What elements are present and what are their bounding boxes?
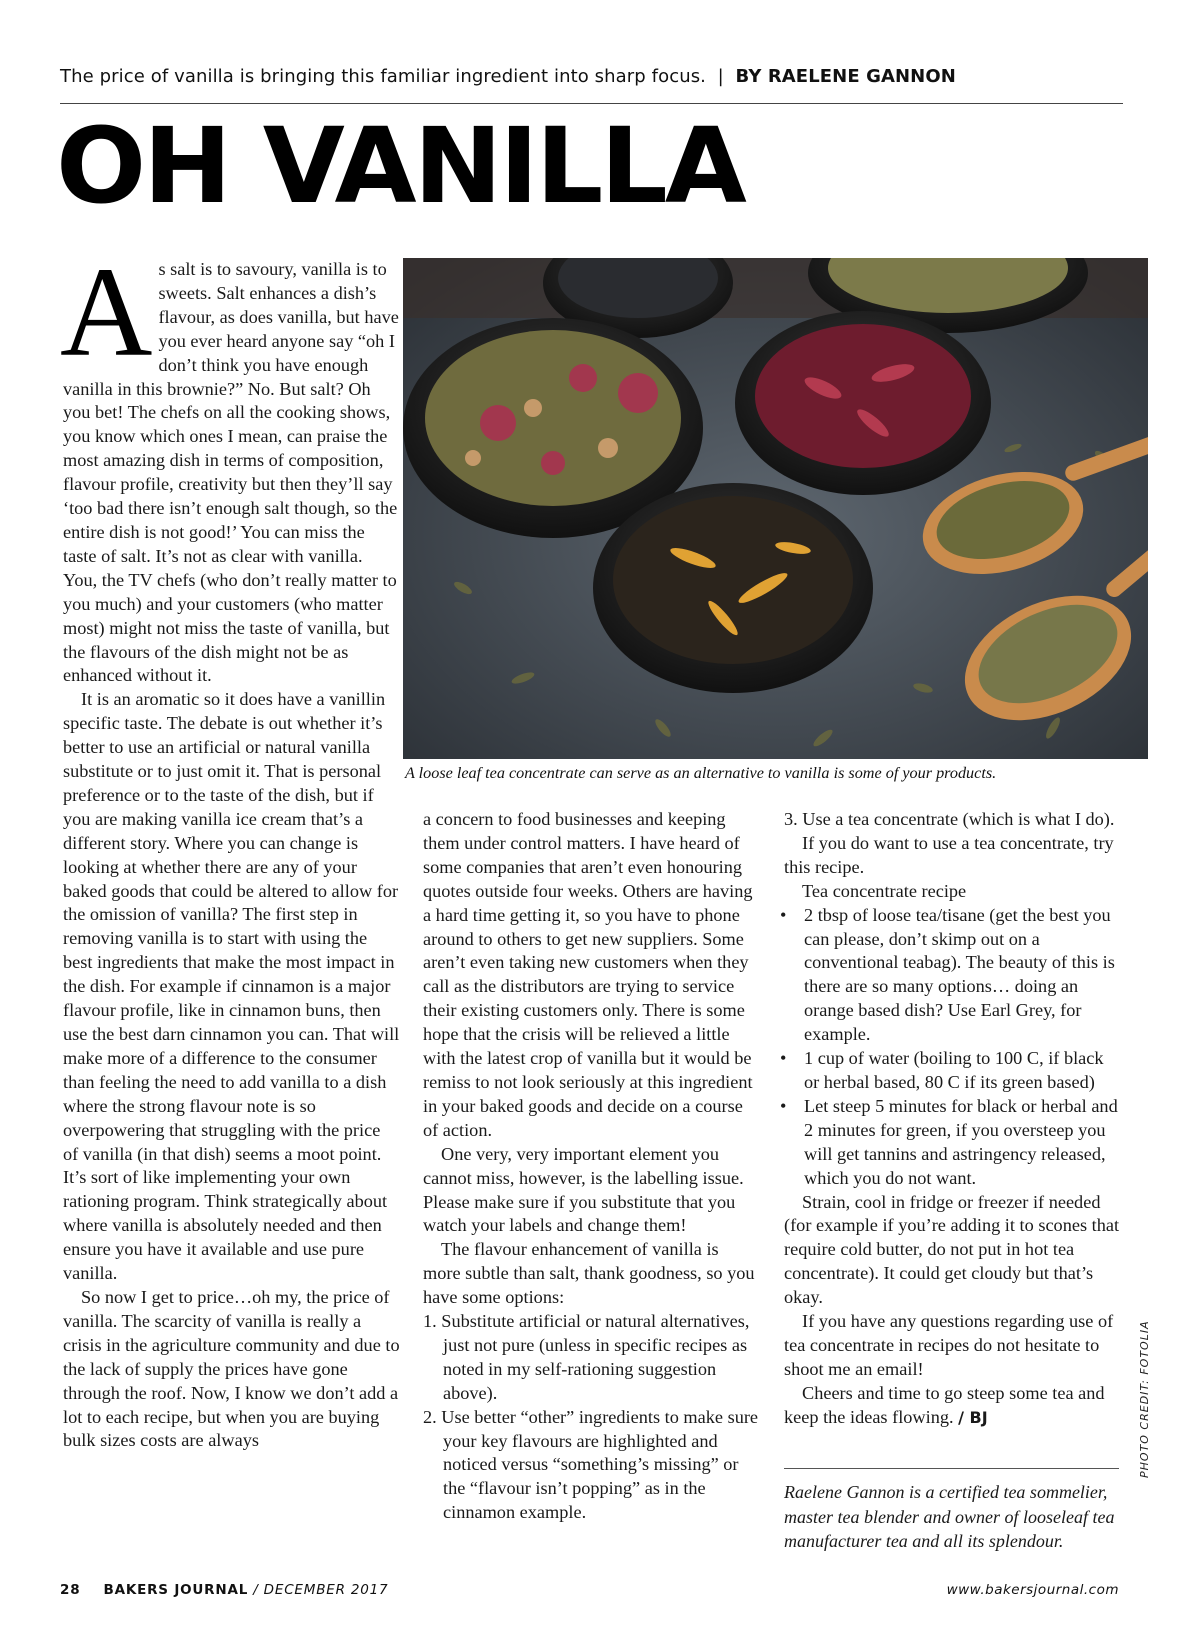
paragraph-6: The flavour enhancement of vanilla is more subtle than salt, thank goodness, so you have some options: [423,1239,755,1308]
article-column-3 [780,808,1120,1430]
option-item: 2. Use better “other” ingredients to make sure your key flavours are highlighted and noticed versus “something’s missing” or the “flavour isn’t popping” as in the cinnamon example. [423,1406,759,1523]
recipe-item [780,1047,1120,1095]
headline: OH VANILLA [56,105,744,227]
bullet-icon: • [780,904,787,925]
paragraph-5: One very, very important element you cannot miss, however, is the labelling issue. Please make sure if you substitute that you watch your labels and change them! [423,1143,744,1236]
recipe-item [780,904,1120,1047]
website-url: www.bakersjournal.com [946,1582,1119,1598]
paragraph-4: a concern to food businesses and keeping them under control matters. I have heard of some companies that aren’t even honouring quotes outside four weeks. Others are having a hard time getting it, so you have to phone around to others to get new suppliers. Some aren’t even taking new customers when they call as the distributors are trying to service their existing customers only. There is some hope that the crisis will be relieved a little with the latest crop of vanilla but it would be remiss to not look seriously at this ingredient in your baked goods and decide on a course of action. [423,809,753,1140]
bullet-icon: • [780,1048,787,1069]
issue-date: / DECEMBER 2017 [253,1582,389,1598]
option-item: 3. Use a tea concentrate (which is what I do). [784,809,1115,829]
recipe-item [780,1095,1120,1191]
recipe-item-text: 1 cup of water (boiling to 100 C, if black or herbal based, 80 C if its green based) [804,1048,1104,1092]
paragraph-7: If you do want to use a tea concentrate, try this recipe. [784,832,1114,877]
article-column-1 [60,241,400,1453]
paragraph-10 [784,1382,1120,1430]
recipe-list [780,904,1120,1191]
kicker-text: The price of vanilla is bringing this familiar ingredient into sharp focus. [60,66,706,87]
footer [60,1582,388,1598]
options-list-continued [784,808,1120,832]
paragraph-8: Strain, cool in fridge or freezer if needed (for example if you’re adding it to scones that require cold butter, do not put in hot tea concentrate). It could get cloudy but that’s okay. [784,1191,1120,1308]
photo-credit: PHOTO CREDIT: FOTOLIA [1138,1320,1151,1478]
bullet-icon: • [780,1095,787,1116]
tea-bowls-illustration [403,258,1148,759]
paragraph-3: So now I get to price…oh my, the price of vanilla. The scarcity of vanilla is really a crisis in the agriculture community and due to the lack of supply the prices have gone through the roof. Now, I know we don’t add a lot to each recipe, but when you are buying bulk sizes costs are always [63,1286,400,1451]
signoff: / BJ [958,1407,988,1427]
options-list [423,1310,759,1525]
page-number: 28 [60,1582,81,1598]
header-rule [60,103,1123,104]
option-item: 1. Substitute artificial or natural alternatives, just not pure (unless in specific recipes as noted in my self-rationing suggestion above). [423,1311,750,1403]
author-bio: Raelene Gannon is a certified tea sommelier, master tea blender and owner of looseleaf tea manufacturer tea and all its splendour. [784,1482,1115,1551]
recipe-item-text: 2 tbsp of loose tea/tisane (get the best you can please, don’t skimp out on a conventional teabag). The beauty of this is there are so many options… doing an orange based dish? Use Earl Grey, for example. [804,904,1115,1045]
drop-cap: A [60,241,153,383]
magazine-name: BAKERS JOURNAL [103,1582,249,1598]
article-column-2 [423,808,759,1525]
kicker-separator: | [717,66,724,87]
kicker [60,66,1120,87]
paragraph-9: If you have any questions regarding use of tea concentrate in recipes do not hesitate to shoot me an email! [784,1311,1114,1379]
photo-caption: A loose leaf tea concentrate can serve as an alternative to vanilla is some of your products. [405,764,997,782]
paragraph-2: It is an aromatic so it does have a vanillin specific taste. The debate is out whether it’s better to use an artificial or natural vanilla substitute or to just omit it. That is personal preference or to the taste of the dish, but if you are making vanilla ice cream that’s a different story. Where you can change is looking at whether there are any of your baked goods that could be altered to allow for the omission of vanilla? The first step in removing vanilla is to start with using the best ingredients that make the most impact in the dish. For example if cinnamon is a major flavour profile, like in cinnamon buns, then use the best darn cinnamon you can. That will make more of a difference to the consumer than feeling the need to add vanilla to a dish where the strong flavour note is so overpowering that struggling with the price of vanilla (in that dish) seems a moot point. It’s sort of like implementing your own rationing program. Think strategically about where vanilla is absolutely needed and then ensure you have it available and use pure vanilla. [63,689,400,1284]
recipe-item-text: Let steep 5 minutes for black or herbal and 2 minutes for green, if you oversteep you will get tannins and astringency released, which you do not want. [804,1095,1118,1188]
tea-photo [403,258,1148,759]
byline: BY RAELENE GANNON [735,66,956,87]
paragraph-1: s salt is to savoury, vanilla is to sweets. Salt enhances a dish’s flavour, as does vanilla, but have you ever heard anyone say “oh I don’t think you have enough vanilla in this brownie?” No. But salt? Oh you bet! The chefs on all the cooking shows, you know which ones I mean, can praise the most amazing dish in terms of composition, flavour profile, creativity but then they’ll say ‘too bad there isn’t enough salt though, so the entire dish is not good!’ You can miss the taste of salt. It’s not as clear with vanilla. You, the TV chefs (who don’t really matter to you much) and your customers (who matter most) might not miss the taste of vanilla, but the flavours of the dish might not be as enhanced without it. [63,259,399,686]
bio-rule [784,1468,1119,1469]
recipe-title: Tea concentrate recipe [802,880,967,901]
closing-text: Cheers and time to go steep some tea and keep the ideas flowing. [784,1382,1105,1427]
